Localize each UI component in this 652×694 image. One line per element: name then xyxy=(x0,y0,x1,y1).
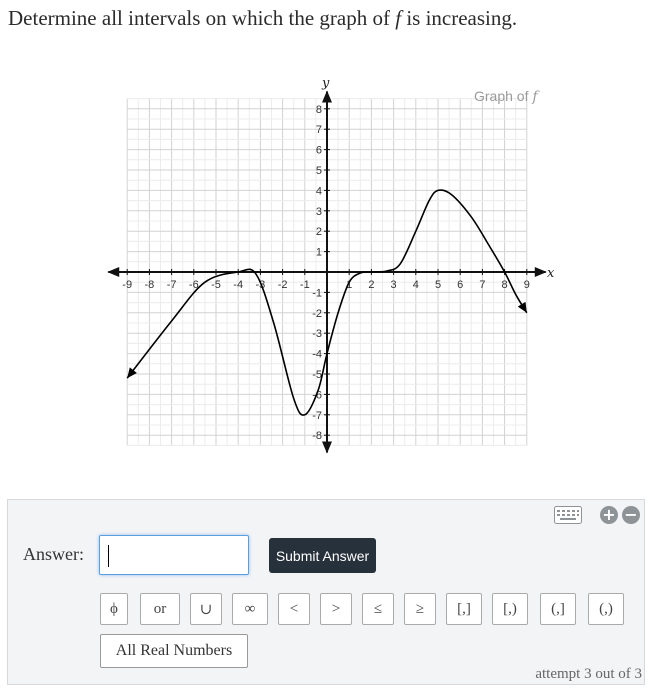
closed-interval-button[interactable]: [,] xyxy=(446,593,482,625)
x-tick-label: 2 xyxy=(368,279,375,291)
y-tick-label: 1 xyxy=(315,246,322,259)
x-tick-label: -7 xyxy=(166,279,177,291)
y-tick-label: 2 xyxy=(315,226,322,239)
y-axis-arrow-up xyxy=(322,90,332,102)
y-tick-label: 4 xyxy=(315,185,322,198)
x-tick-label: -5 xyxy=(211,279,221,291)
y-tick-label: 8 xyxy=(315,103,322,116)
x-tick-label: 1 xyxy=(346,279,353,291)
y-tick-label: -7 xyxy=(312,409,322,422)
graph-caption: Graph of f xyxy=(474,88,538,105)
or-button[interactable]: or xyxy=(140,593,180,625)
question-suffix: is increasing. xyxy=(406,6,518,30)
graph-axes xyxy=(107,90,547,453)
curve-arrow-left xyxy=(127,367,137,378)
x-tick-label: -8 xyxy=(144,279,155,291)
all-real-numbers-button[interactable]: All Real Numbers xyxy=(100,634,248,668)
answer-input[interactable] xyxy=(99,535,249,575)
x-axis-label: x xyxy=(547,266,555,281)
keyboard-icon[interactable] xyxy=(554,506,582,524)
y-tick-label: -4 xyxy=(312,348,322,361)
x-tick-label: -3 xyxy=(255,279,266,291)
answer-panel xyxy=(7,499,645,685)
attempt-counter: attempt 3 out of 3 xyxy=(535,666,642,682)
zoom-out-icon[interactable]: − xyxy=(622,506,640,524)
y-axis-arrow-down xyxy=(322,442,332,454)
x-tick-label: 6 xyxy=(457,279,464,291)
y-tick-label: -2 xyxy=(312,307,322,320)
answer-toolbar xyxy=(554,506,640,524)
closed-open-interval-button[interactable]: [,) xyxy=(492,593,528,625)
x-tick-label: 5 xyxy=(434,279,442,291)
open-interval-button[interactable]: (,) xyxy=(588,593,624,625)
question-prefix: Determine all intervals on which the graph of xyxy=(8,6,390,30)
x-tick-label: -6 xyxy=(188,279,199,291)
text-caret xyxy=(108,545,109,567)
x-tick-label: 8 xyxy=(501,279,508,291)
zoom-in-icon[interactable]: + xyxy=(600,506,618,524)
x-tick-label: -4 xyxy=(233,279,244,291)
curve-arrow-right xyxy=(518,302,527,313)
x-tick-label: -1 xyxy=(299,279,310,291)
x-tick-label: -9 xyxy=(122,279,133,291)
x-tick-label: 3 xyxy=(390,279,397,291)
less-equal-button[interactable]: ≤ xyxy=(362,593,394,625)
union-button[interactable]: ∪ xyxy=(190,593,222,625)
y-tick-label: 6 xyxy=(315,144,322,157)
x-tick-label: 9 xyxy=(523,279,530,291)
x-axis-arrow-right xyxy=(535,267,547,277)
x-tick-label: -2 xyxy=(277,279,288,291)
y-tick-label: 5 xyxy=(315,165,322,177)
y-tick-label: -8 xyxy=(312,430,322,443)
empty-set-button[interactable]: ϕ xyxy=(100,593,128,625)
x-axis-arrow-left xyxy=(107,267,119,277)
y-tick-label: -3 xyxy=(312,328,322,341)
infinity-button[interactable]: ∞ xyxy=(232,593,268,625)
y-tick-label: -5 xyxy=(312,369,322,381)
x-tick-label: 4 xyxy=(412,279,419,291)
y-axis-label: y xyxy=(322,76,330,91)
y-tick-label: -1 xyxy=(312,287,322,300)
answer-label: Answer: xyxy=(23,544,84,564)
greater-than-button[interactable]: > xyxy=(320,593,352,625)
greater-equal-button[interactable]: ≥ xyxy=(404,593,436,625)
x-tick-label: 7 xyxy=(479,279,486,291)
open-closed-interval-button[interactable]: (,] xyxy=(540,593,576,625)
less-than-button[interactable]: < xyxy=(278,593,310,625)
submit-answer-button[interactable]: Submit Answer xyxy=(269,538,376,573)
y-tick-label: 3 xyxy=(315,205,322,218)
y-tick-label: -6 xyxy=(312,389,322,402)
y-tick-label: 7 xyxy=(315,124,322,137)
question-function-var: f xyxy=(395,6,402,30)
